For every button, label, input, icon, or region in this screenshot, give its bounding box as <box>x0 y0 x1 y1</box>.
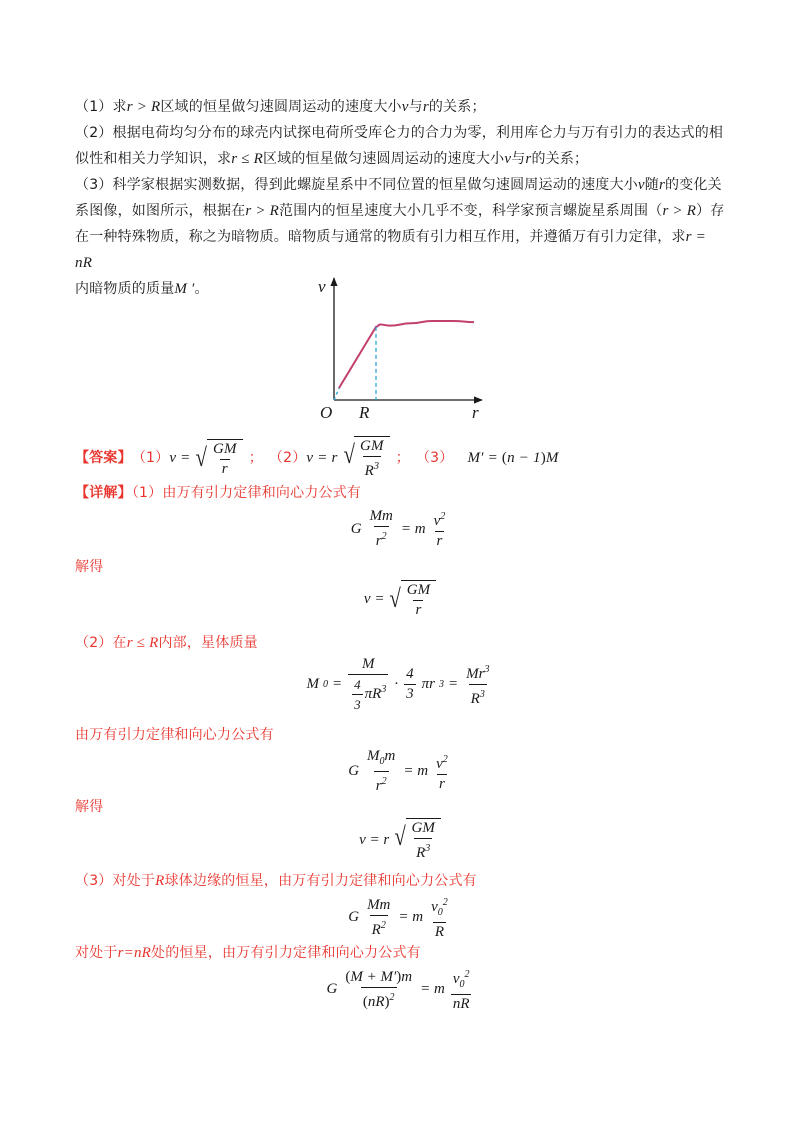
equation-7: G $\frac{(M + M')m}{(nR)^2}$ = m $\frac{v_0^2}{nR}$ <box>326 968 470 1012</box>
detail-2b: 由万有引力定律和向心力公式有 <box>75 727 274 743</box>
solve-1: 解得 <box>75 559 104 575</box>
detail-2: （2）在r ≤ R内部，星体质量 <box>75 635 258 651</box>
solve-2: 解得 <box>75 799 104 815</box>
x-axis-label: r <box>472 403 479 422</box>
velocity-radius-chart <box>310 272 490 422</box>
velocity-curve <box>339 321 474 388</box>
tick-label-R: R <box>359 403 370 422</box>
equation-5: v = r √ $\frac{GM}{R^3}$ <box>0 818 800 862</box>
question-3: （3）科学家根据实测数据，得到此螺旋星系中不同位置的恒星做匀速圆周运动的速度大小v随r的变化关 系图像，如图所示，根据在r > R范围内的恒星速度大小几乎不变，科学家预言螺旋星系周围（r > R）存 在一种特殊物质，称之为暗物质。暗物质与通常的物质有引力相互作用，并遵循万有引力定律，求r = nR 内暗物质的质量M ′。 <box>75 177 725 297</box>
detail-1: 【详解】（1）由万有引力定律和向心力公式有 <box>75 485 362 501</box>
equation-1: G $\frac{Mm}{r^2}$ = m $\frac{v^2}{r}$ <box>350 508 446 549</box>
equation-4: G $\frac{M_0m}{r^2}$ = m $\frac{v^2}{r}$ <box>348 748 448 794</box>
equation-6: G $\frac{Mm}{R^2}$ = m $\frac{v_0^2}{R}$ <box>348 896 448 940</box>
answer-line: 【答案】 （1） v = √ $\frac{GM}{r}$ ； （2） v = r √ $\frac{GM}{R^3}$ ； （3） M′ = (n − 1)M <box>75 438 559 479</box>
origin-label: O <box>320 403 333 422</box>
equation-3: M 0 = M $\frac{4}{3}$ $\pi R^3$ · $\frac{4}{3}$ πr 3 = $\frac{Mr^3}{R^3}$ <box>306 656 490 712</box>
question-1: （1）求r > R区域的恒星做匀速圆周运动的速度大小v与r的关系； <box>75 99 486 115</box>
detail-3: （3）对处于R球体边缘的恒星，由万有引力定律和向心力公式有 <box>75 873 477 889</box>
y-axis-label: v <box>318 277 326 296</box>
initial-dashed-segment <box>334 386 340 400</box>
detail-4: 对处于r=nR处的恒星，由万有引力定律和向心力公式有 <box>75 945 421 961</box>
equation-2: v = √ $\frac{GM}{r}$ <box>0 580 800 619</box>
question-2: （2）根据电荷均匀分布的球壳内试探电荷所受库仑力的合力为零，利用库仑力与万有引力的表达式的相 似性和相关力学知识，求r ≤ R区域的恒星做匀速圆周运动的速度大小v与r的关系； <box>75 125 724 167</box>
